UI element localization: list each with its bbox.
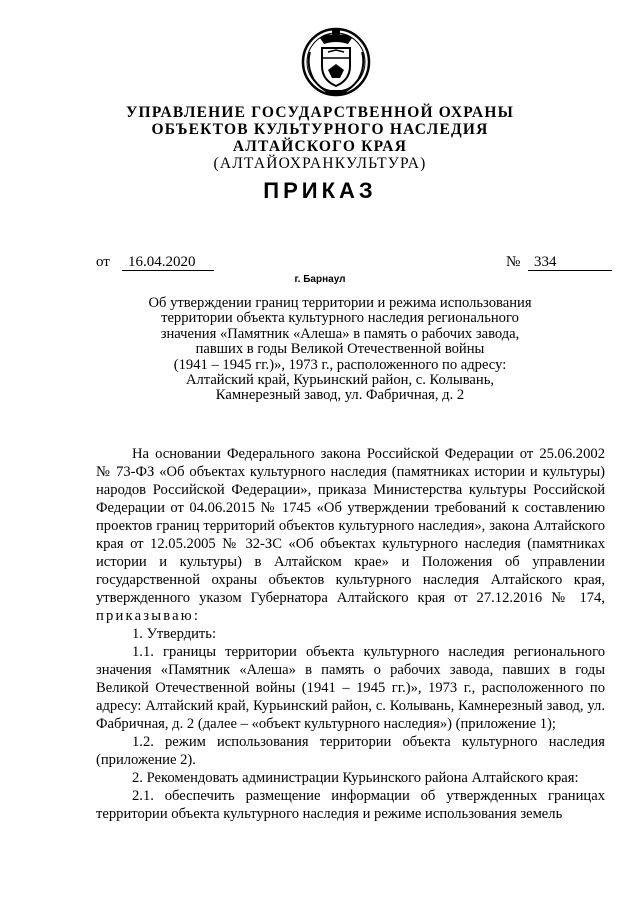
item-2-1: 2.1. обеспечить размещение информации об утвержденных границах территории объекта культурного наследия и режиме использования земель bbox=[96, 788, 605, 822]
city: г. Барнаул bbox=[294, 274, 346, 285]
coat-of-arms-emblem bbox=[298, 22, 374, 98]
subject-line: Камнерезный завод, ул. Фабричная, д. 2 bbox=[215, 387, 465, 404]
organization-header bbox=[0, 104, 640, 172]
item-1-2: 1.2. режим использования территории объекта культурного наследия (приложение 2). bbox=[96, 734, 605, 768]
date-label: от bbox=[96, 254, 110, 270]
item-1-1: 1.1. границы территории объекта культурного наследия регионального значения «Памятник «Алеша» в память о рабочих завода, павших в годы Великой Отечественной войны (1941 – 1945 гг.)», 1973 г., расположенного по адресу: Алтайский край, Курьинский район, с. Колывань, Камнерезный завод, ул. Фабричная, д. 2 (далее – «объект культурного наследия») (приложение 1); bbox=[96, 644, 605, 732]
item-2: 2. Рекомендовать администрации Курьинского района Алтайского края: bbox=[132, 770, 579, 786]
order-subject bbox=[120, 296, 560, 404]
preamble-text: На основании Федерального закона Российской Федерации от 25.06.2002 № 73-ФЗ «Об объектах культурного наследия (памятниках истории и культуры) народов Российской Федерации», приказа Министерства культуры Российской Федерации от 04.06.2015 № 1745 «Об утверждении требований к составлению проектов границ территорий объектов культурного наследия», закона Алтайского края от 12.05.2005 № 32-ЗС «Об объектах культурного наследия (памятниках истории и культуры) в Алтайском крае» и Положения об управлении государственной охраны объектов культурного наследия Алтайского края, утвержденного указом Губернатора Алтайского края от 27.12.2016 № 174, bbox=[96, 446, 605, 606]
subject-line: значения «Памятник «Алеша» в память о рабочих завода, bbox=[160, 325, 520, 342]
org-name-line-2: ОБЪЕКТОВ КУЛЬТУРНОГО НАСЛЕДИЯ bbox=[151, 121, 489, 138]
orders-word: приказываю: bbox=[96, 608, 201, 624]
org-name-line-3: АЛТАЙСКОГО КРАЯ bbox=[232, 138, 408, 155]
org-short-name: (АЛТАЙОХРАНКУЛЬТУРА) bbox=[213, 155, 427, 172]
subject-line: павших в годы Великой Отечественной войны bbox=[195, 341, 485, 358]
subject-line: Алтайский край, Курьинский район, с. Колывань, bbox=[185, 372, 495, 389]
number-label: № bbox=[506, 254, 521, 270]
subject-line: территории объекта культурного наследия регионального bbox=[161, 310, 519, 327]
item-1: 1. Утвердить: bbox=[132, 626, 217, 642]
order-date: 16.04.2020 bbox=[122, 254, 214, 271]
org-name-line-1: УПРАВЛЕНИЕ ГОСУДАРСТВЕННОЙ ОХРАНЫ bbox=[125, 104, 514, 121]
order-number: 334 bbox=[528, 254, 612, 271]
document-title: ПРИКАЗ bbox=[263, 178, 377, 203]
order-body bbox=[96, 445, 605, 823]
subject-line: (1941 – 1945 гг.)», 1973 г., расположенного по адресу: bbox=[173, 356, 507, 373]
preamble-paragraph bbox=[96, 445, 605, 625]
subject-line: Об утверждении границ территории и режима использования bbox=[148, 295, 532, 311]
